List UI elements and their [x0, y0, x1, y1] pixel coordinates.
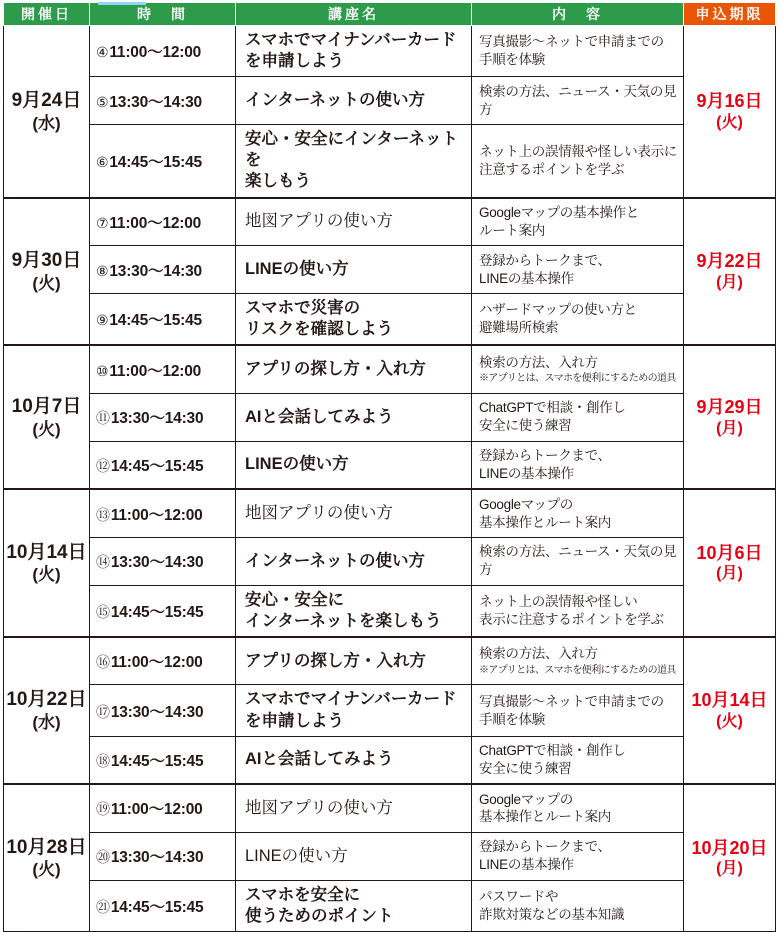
course-description [472, 345, 684, 393]
session-time [90, 537, 236, 585]
session-date-text: 10月14日 [6, 541, 87, 563]
course-description-text: 検索の方法、ニュース・天気の見方 [479, 544, 677, 578]
course-description-text: Googleマップの 基本操作とルート案内 [479, 791, 611, 825]
session-time [90, 441, 236, 489]
schedule-sheet [0, 2, 780, 925]
course-description-text: 登録からトークまで、 LINEの基本操作 [479, 839, 611, 873]
column-header-time: 時 間 [90, 3, 236, 26]
course-description [472, 784, 684, 832]
course-title: AIと会話してみよう [236, 736, 472, 784]
application-deadline-date: 9月22日 [696, 251, 763, 272]
course-description [472, 637, 684, 685]
session-time [90, 637, 236, 685]
course-description-text: 検索の方法、ニュース・天気の見方 [479, 83, 677, 117]
application-deadline-weekday: (月) [716, 419, 743, 437]
course-description [472, 441, 684, 489]
application-deadline [684, 784, 776, 931]
session-number: ⑭ [96, 554, 110, 571]
table-row [4, 585, 776, 637]
session-number: ⑩ [96, 362, 109, 379]
table-row [4, 26, 776, 77]
session-date-text: 9月24日 [11, 89, 82, 111]
application-deadline-date: 9月16日 [696, 91, 763, 112]
course-description [472, 880, 684, 931]
session-time [90, 736, 236, 784]
session-number: ㉑ [96, 898, 110, 915]
course-description-text: 検索の方法、入れ方 [479, 646, 598, 662]
table-row [4, 393, 776, 441]
course-title: AIと会話してみよう [236, 393, 472, 441]
table-row [4, 736, 776, 784]
course-description-text: ChatGPTで相談・創作し 安全に使う練習 [479, 743, 626, 776]
session-time-text: 11:00〜12:00 [110, 506, 203, 524]
course-description [472, 294, 684, 346]
course-description [472, 685, 684, 736]
course-description-text: ChatGPTで相談・創作し 安全に使う練習 [479, 400, 626, 434]
session-date-weekday: (火) [32, 565, 61, 585]
session-time [90, 585, 236, 637]
session-time [90, 246, 236, 294]
session-number: ⑬ [96, 506, 110, 523]
column-header-date: 開催日 [4, 3, 90, 26]
application-deadline-weekday: (火) [716, 712, 743, 730]
session-time-text: 14:45〜15:45 [109, 153, 202, 171]
session-time-text: 11:00〜12:00 [110, 801, 203, 819]
session-number: ⑫ [96, 458, 110, 475]
session-date [4, 784, 90, 931]
application-deadline [684, 345, 776, 489]
session-number: ④ [96, 44, 109, 61]
course-description-text: 登録からトークまで、 LINEの基本操作 [479, 448, 611, 482]
session-time-text: 13:30〜14:30 [110, 703, 204, 721]
session-number: ⑪ [96, 410, 110, 427]
column-header-course: 講座名 [236, 3, 472, 26]
column-header-content: 内 容 [472, 3, 684, 26]
table-row [4, 77, 776, 125]
session-time-text: 11:00〜12:00 [109, 362, 202, 380]
session-date [4, 637, 90, 784]
course-description [472, 393, 684, 441]
course-title: LINEの使い方 [236, 441, 472, 489]
session-time [90, 784, 236, 832]
session-time [90, 393, 236, 441]
course-description-text: 写真撮影〜ネットで申請までの 手順を体験 [479, 34, 664, 68]
session-time [90, 832, 236, 880]
course-title: 地図アプリの使い方 [236, 784, 472, 832]
course-title: インターネットの使い方 [236, 537, 472, 585]
session-date [4, 489, 90, 637]
table-header [4, 3, 776, 26]
session-date-weekday: (火) [32, 273, 61, 293]
application-deadline-weekday: (月) [716, 860, 743, 878]
table-row [4, 198, 776, 246]
course-description [472, 77, 684, 125]
table-row [4, 537, 776, 585]
session-time-text: 13:30〜14:30 [109, 262, 202, 280]
application-deadline [684, 198, 776, 346]
course-description-text: パスワードや 詐欺対策などの基本知識 [479, 889, 625, 922]
course-title: スマホで災害の リスクを確認しよう [236, 294, 472, 346]
table-row [4, 832, 776, 880]
session-time [90, 125, 236, 198]
session-number: ⑲ [96, 801, 110, 818]
course-description [472, 125, 684, 198]
session-date-text: 10月28日 [6, 836, 87, 858]
table-row [4, 345, 776, 393]
session-date-text: 10月7日 [11, 395, 82, 417]
session-time-text: 13:30〜14:30 [110, 849, 204, 867]
session-number: ⑳ [96, 849, 110, 866]
session-date-text: 9月30日 [11, 249, 82, 271]
session-time-text: 11:00〜12:00 [110, 654, 203, 672]
session-date-weekday: (火) [32, 860, 61, 880]
session-number: ⑰ [96, 703, 110, 720]
application-deadline [684, 26, 776, 198]
session-date [4, 198, 90, 346]
table-row [4, 637, 776, 685]
course-schedule-table [3, 2, 776, 932]
session-number: ⑤ [96, 93, 109, 110]
session-time [90, 294, 236, 346]
course-description [472, 198, 684, 246]
session-date [4, 26, 90, 198]
course-title: 安心・安全にインターネットを 楽しもう [236, 125, 472, 198]
session-number: ⑨ [96, 312, 109, 329]
session-time-text: 11:00〜12:00 [109, 214, 202, 232]
course-description-text: ネット上の誤情報や怪しい表示に 注意するポイントを学ぶ [479, 144, 677, 177]
session-time-text: 13:30〜14:30 [110, 554, 204, 572]
course-description [472, 26, 684, 77]
course-description-text: ハザードマップの使い方と 避難場所検索 [479, 302, 637, 336]
application-deadline-weekday: (月) [716, 565, 743, 583]
application-deadline [684, 637, 776, 784]
session-number: ⑯ [96, 654, 110, 671]
session-number: ⑧ [96, 262, 109, 279]
session-time [90, 198, 236, 246]
course-title: LINEの使い方 [236, 246, 472, 294]
course-description-text: ネット上の誤情報や怪しい 表示に注意するポイントを学ぶ [479, 594, 664, 627]
course-description-note: ※アプリとは、スマホを便利にするための道具 [479, 665, 676, 677]
session-date-text: 10月22日 [6, 689, 87, 711]
session-time-text: 14:45〜15:45 [110, 898, 204, 916]
table-row [4, 685, 776, 736]
table-row [4, 441, 776, 489]
table-row [4, 784, 776, 832]
table-row [4, 294, 776, 346]
application-deadline-date: 10月14日 [691, 690, 768, 711]
session-time-text: 13:30〜14:30 [109, 93, 202, 111]
table-row [4, 125, 776, 198]
header-row [4, 3, 776, 26]
session-time-text: 11:00〜12:00 [109, 44, 202, 62]
course-title: スマホを安全に 使うためのポイント [236, 880, 472, 931]
course-description-text: Googleマップの基本操作と ルート案内 [479, 204, 639, 238]
table-row [4, 880, 776, 931]
course-description-text: 検索の方法、入れ方 [479, 354, 598, 370]
session-time [90, 685, 236, 736]
session-date [4, 345, 90, 489]
course-title: LINEの使い方 [236, 832, 472, 880]
course-title: スマホでマイナンバーカード を申請しよう [236, 685, 472, 736]
course-description [472, 489, 684, 537]
table-row [4, 489, 776, 537]
session-time [90, 26, 236, 77]
session-time-text: 13:30〜14:30 [110, 410, 204, 428]
table-row [4, 246, 776, 294]
course-title: アプリの探し方・入れ方 [236, 345, 472, 393]
course-description-text: 登録からトークまで、 LINEの基本操作 [479, 252, 611, 286]
course-description [472, 537, 684, 585]
course-title: インターネットの使い方 [236, 77, 472, 125]
application-deadline-date: 10月20日 [691, 837, 768, 858]
application-deadline-date: 9月29日 [696, 397, 763, 418]
course-title: 地図アプリの使い方 [236, 198, 472, 246]
session-time-text: 14:45〜15:45 [110, 603, 204, 621]
application-deadline [684, 489, 776, 637]
column-header-deadline: 申込期限 [684, 3, 776, 26]
session-time-text: 14:45〜15:45 [110, 752, 204, 770]
course-title: 地図アプリの使い方 [236, 489, 472, 537]
table-body [4, 26, 776, 932]
session-date-weekday: (水) [32, 113, 61, 133]
session-number: ⑥ [96, 153, 109, 170]
session-time-text: 14:45〜15:45 [109, 312, 202, 330]
course-description-note: ※アプリとは、スマホを便利にするための道具 [479, 373, 676, 385]
course-description-text: 写真撮影〜ネットで申請までの 手順を体験 [479, 693, 664, 727]
course-description [472, 832, 684, 880]
course-description [472, 246, 684, 294]
session-date-weekday: (水) [32, 712, 61, 732]
session-number: ⑱ [96, 752, 110, 769]
course-description-text: Googleマップの 基本操作とルート案内 [479, 496, 611, 530]
course-title: アプリの探し方・入れ方 [236, 637, 472, 685]
session-date-weekday: (火) [32, 419, 61, 439]
session-number: ⑮ [96, 603, 110, 620]
session-time [90, 77, 236, 125]
page-top-marker [98, 2, 146, 5]
course-title: 安心・安全に インターネットを楽しもう [236, 585, 472, 637]
session-time [90, 489, 236, 537]
application-deadline-weekday: (火) [716, 113, 743, 131]
session-time [90, 345, 236, 393]
course-description [472, 736, 684, 784]
application-deadline-date: 10月6日 [696, 542, 763, 563]
session-time [90, 880, 236, 931]
session-time-text: 14:45〜15:45 [110, 458, 204, 476]
session-number: ⑦ [96, 214, 109, 231]
course-description [472, 585, 684, 637]
course-title: スマホでマイナンバーカード を申請しよう [236, 26, 472, 77]
application-deadline-weekday: (月) [716, 273, 743, 291]
